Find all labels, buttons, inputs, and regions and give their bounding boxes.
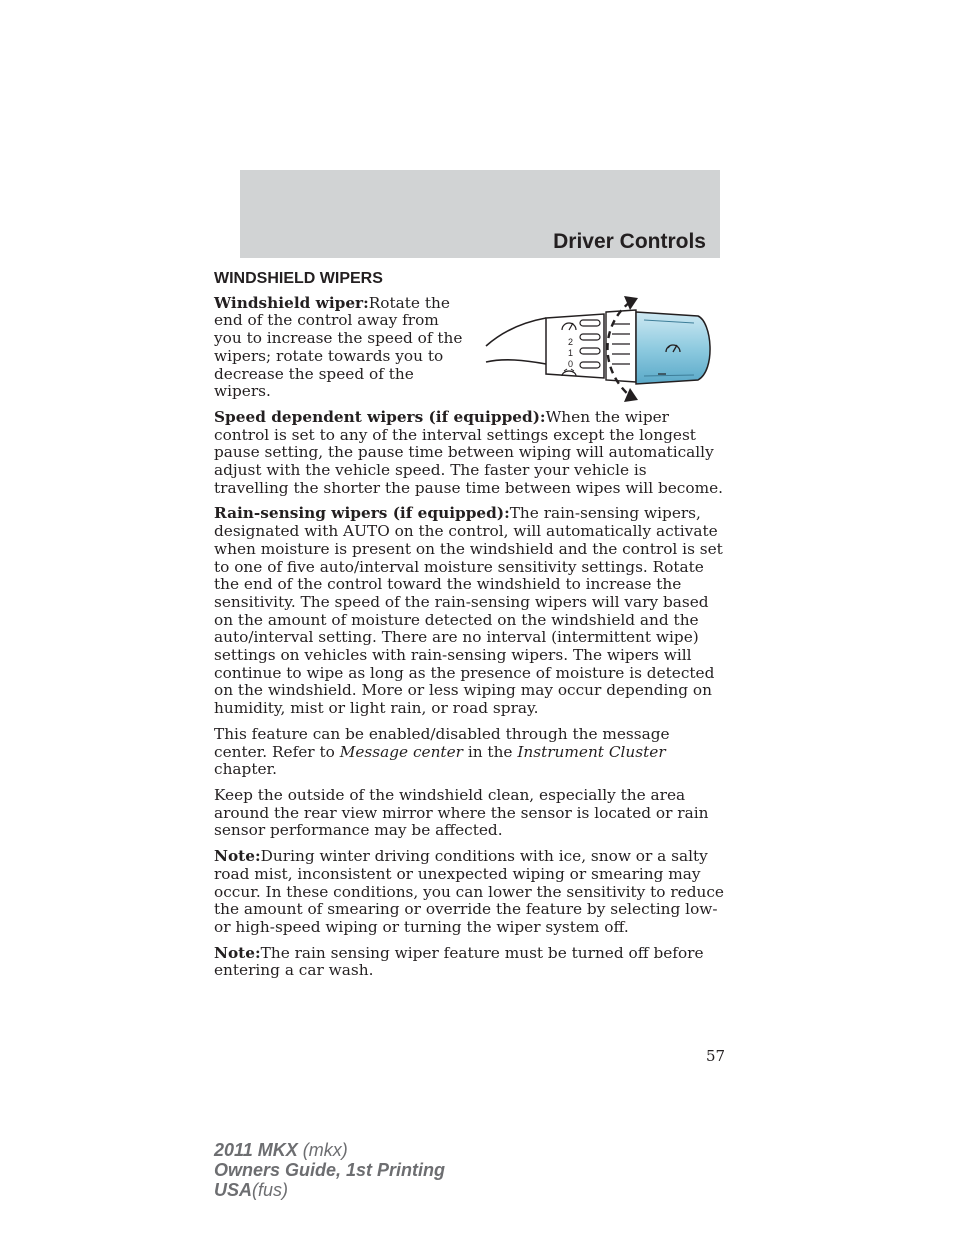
paragraph-lead: Note:: [214, 847, 261, 866]
rain-sensing-paragraph: [214, 505, 724, 717]
paragraph-text: This feature can be enabled/disabled through the message center. Refer to: [214, 724, 670, 761]
paragraph-text: The rain sensing wiper feature must be turned off before entering a car wash.: [214, 943, 704, 980]
note-winter-paragraph: [214, 848, 724, 937]
reference-instrument-cluster: Instrument Cluster: [517, 742, 666, 761]
print-footer: [214, 1140, 445, 1200]
paragraph-lead: Note:: [214, 943, 261, 962]
paragraph-text: During winter driving conditions with ice, snow or a salty road mist, inconsistent or unexpected wiping or smearing may occur. In these conditions, you can lower the sensitivity to reduce the amount of smearing or override the feature by selecting low- or high-speed wiping or turning the wiper system off.: [214, 847, 724, 936]
paragraph-text: chapter.: [214, 760, 278, 779]
footer-model-code: (mkx): [302, 1140, 348, 1160]
wiper-control-illustration: [484, 290, 720, 402]
footer-guide: Owners Guide, 1st Printing: [214, 1160, 446, 1180]
position-label-0: 0: [568, 359, 574, 369]
speed-dependent-paragraph: [214, 409, 724, 498]
paragraph-text: The rain-sensing wipers, designated with AUTO on the control, will automatically activate when moisture is present on the windshield and the control is set to one of five auto/interval moisture sensitivity settings. Rotate the end of the control toward the windshield to increase the sensitivity. The speed of the rain-sensing wipers will vary based on the amount of moisture detected on the windshield and the auto/interval setting. There are no interval (intermittent wipe) settings on vehicles with rain-sensing wipers. The wipers will continue to wipe as long as the presence of moisture is detected on the windshield. More or less wiping may occur depending on humidity, mist or light rain, or road spray.: [214, 504, 723, 718]
section-title: WINDSHIELD WIPERS: [214, 270, 383, 287]
footer-line-model: [214, 1140, 445, 1160]
footer-line-region: [214, 1180, 445, 1200]
page-number: 57: [706, 1047, 726, 1065]
footer-line-guide: [214, 1160, 445, 1180]
windshield-wiper-paragraph: [214, 295, 464, 401]
reference-message-center: Message center: [339, 742, 463, 761]
message-center-paragraph: [214, 726, 724, 779]
paragraph-lead: Rain-sensing wipers (if equipped):: [214, 504, 510, 523]
position-label-2: 2: [568, 337, 574, 347]
paragraph-lead: Speed dependent wipers (if equipped):: [214, 407, 546, 426]
footer-region: USA: [214, 1180, 253, 1200]
paragraph-text: in the: [462, 742, 518, 761]
paragraph-text: When the wiper control is set to any of the interval settings except the longest pause setting, the pause time between wiping will automatically adjust with the vehicle speed. The faster your vehicle is travelling the shorter the pause time between wipes will become.: [214, 407, 723, 497]
windshield-clean-paragraph: [214, 787, 724, 840]
position-label-1: 1: [568, 348, 574, 358]
paragraph-text: Rotate the end of the control away from you to increase the speed of the wipers; rotate towards you to decrease the speed of the wipers.: [214, 293, 463, 401]
footer-model: 2011 MKX: [214, 1140, 298, 1160]
paragraph-text: Keep the outside of the windshield clean, especially the area around the rear view mirror where the sensor is located or rain sensor performance may be affected.: [214, 785, 709, 840]
chapter-title: Driver Controls: [553, 230, 706, 253]
paragraph-lead: Windshield wiper:: [214, 293, 369, 312]
footer-region-code: (fus): [252, 1180, 289, 1200]
note-car-wash-paragraph: [214, 945, 724, 980]
chapter-header: [240, 170, 720, 258]
